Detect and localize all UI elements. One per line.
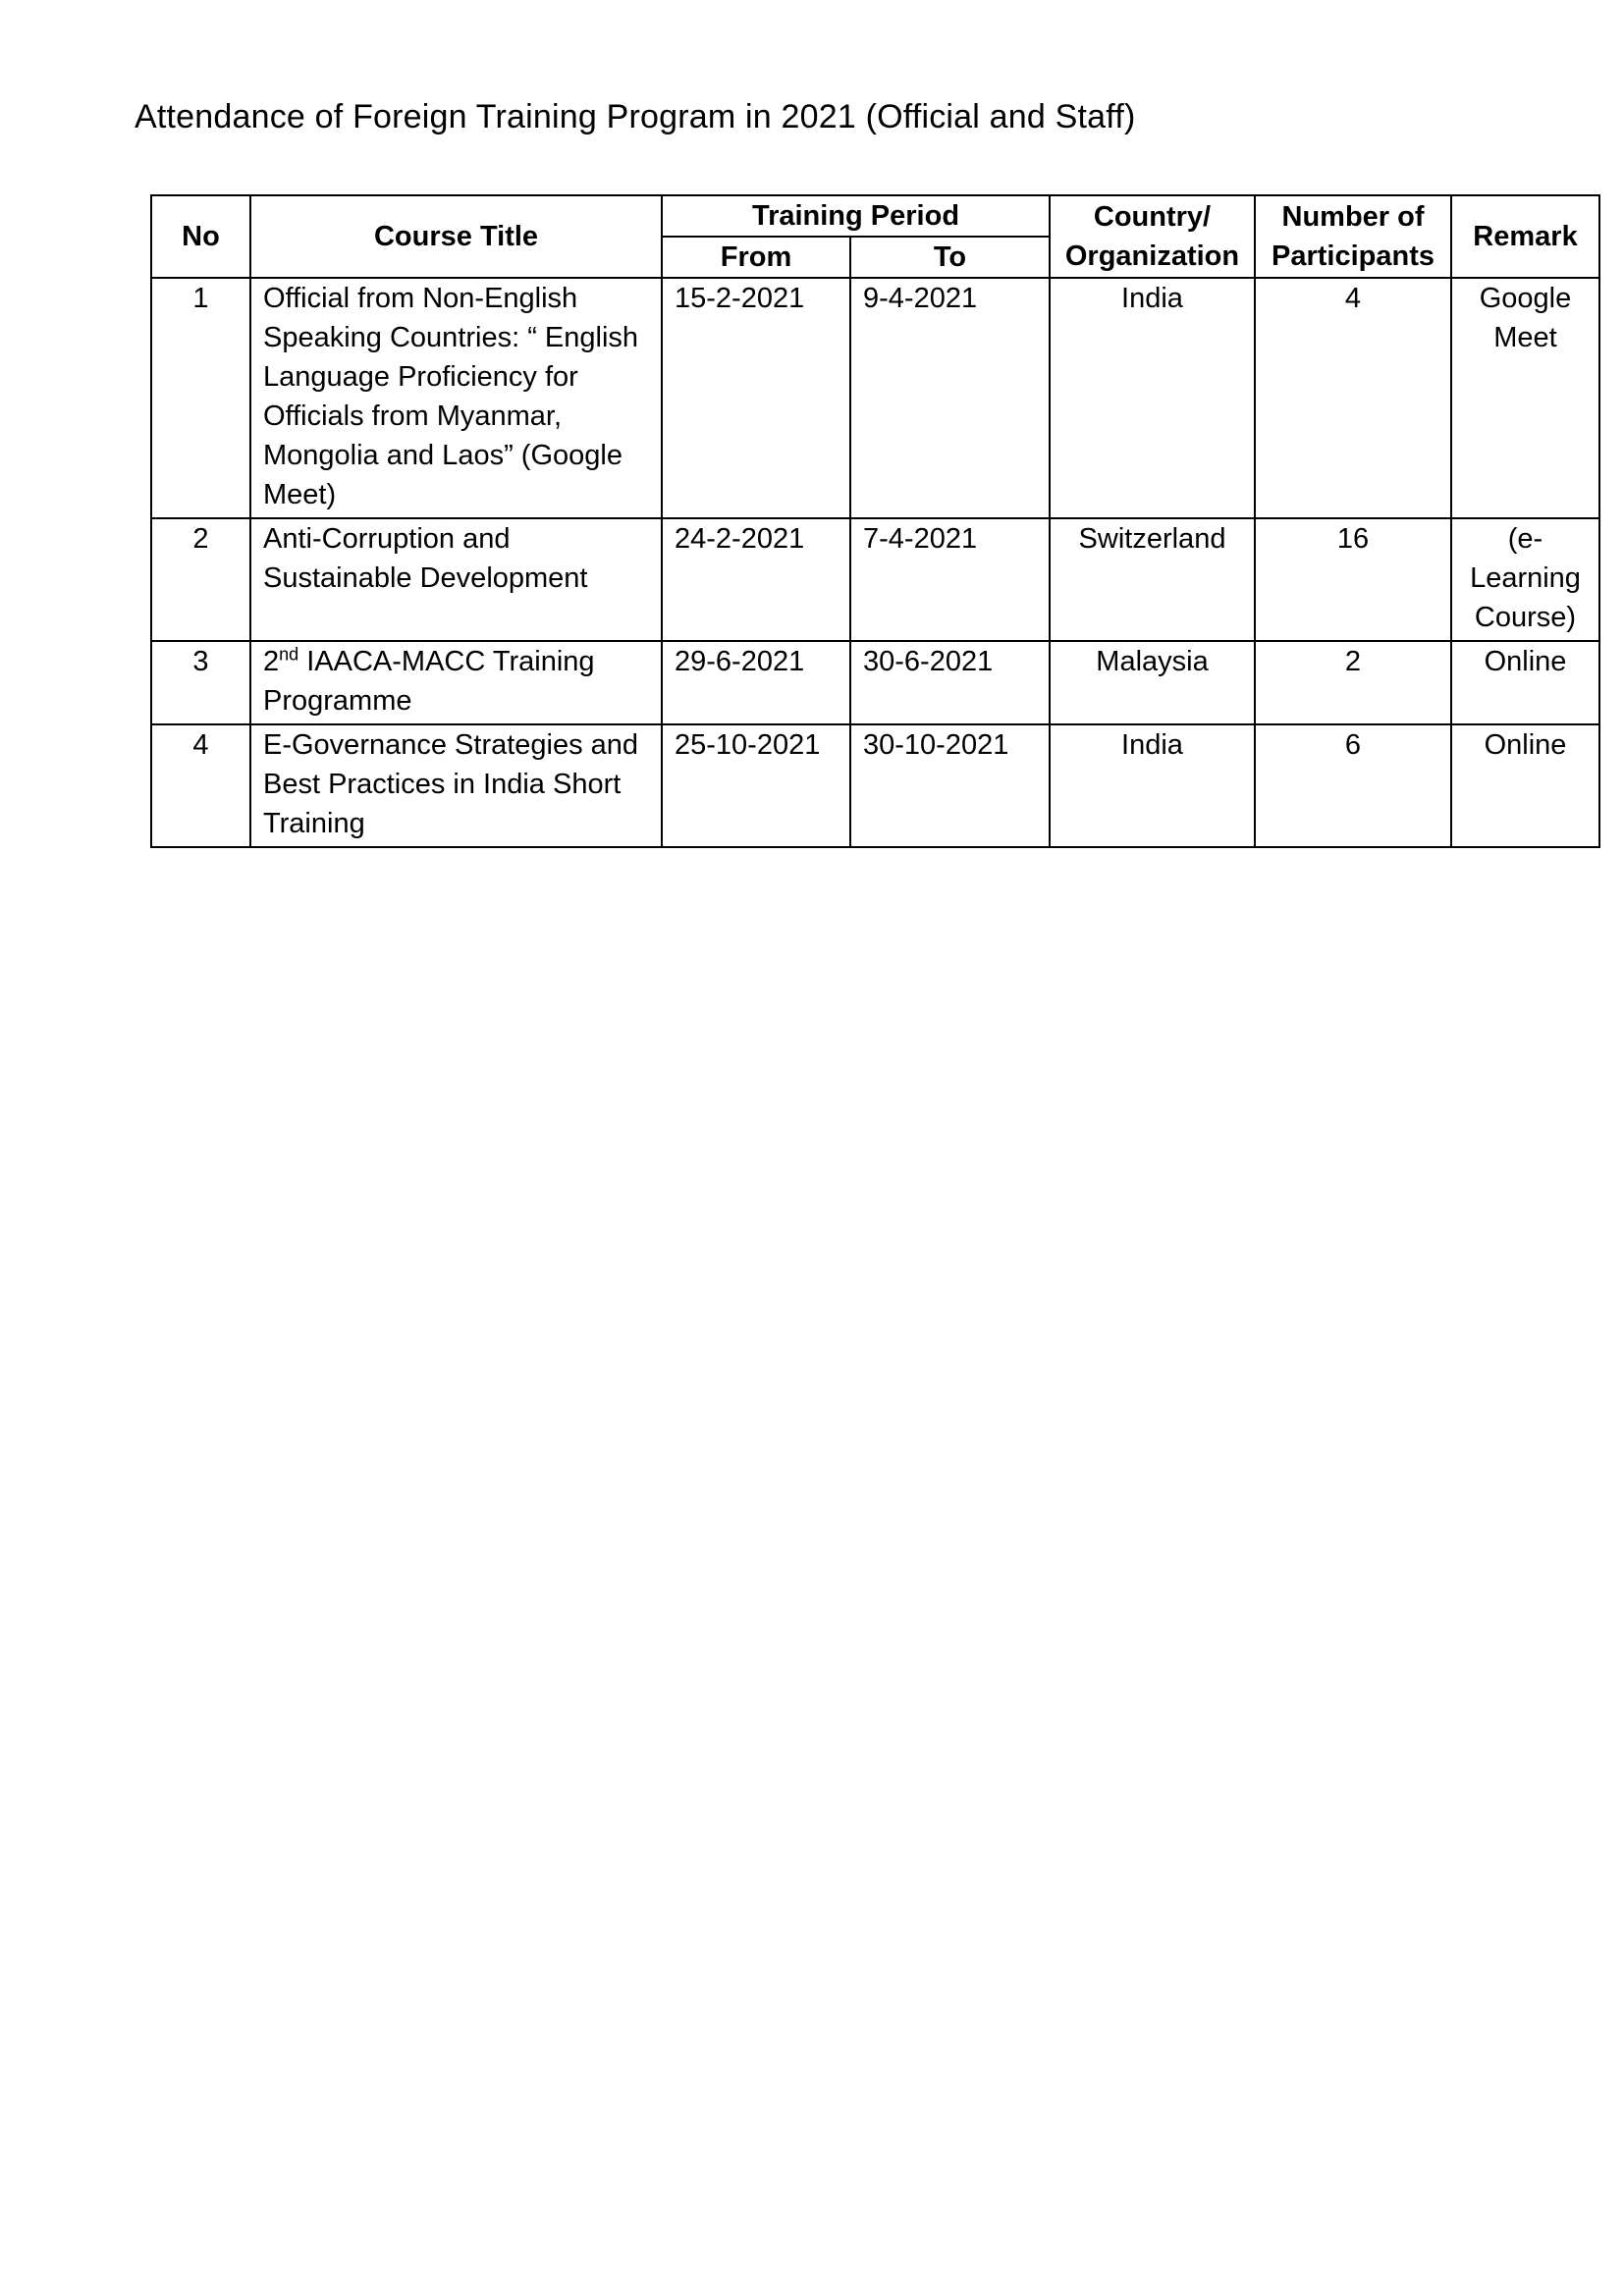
table-row — [151, 641, 1599, 724]
cell-country: Malaysia — [1050, 641, 1255, 724]
table-row — [151, 278, 1599, 518]
cell-to: 9-4-2021 — [850, 278, 1050, 518]
header-course-title: Course Title — [250, 195, 662, 278]
cell-to: 7-4-2021 — [850, 518, 1050, 641]
cell-remark: Online — [1451, 724, 1599, 847]
course-title-number: 2 — [263, 646, 280, 677]
cell-no: 1 — [151, 278, 250, 518]
cell-participants: 6 — [1255, 724, 1451, 847]
cell-course-title: Anti-Corruption and Sustainable Development — [250, 518, 662, 641]
header-remark: Remark — [1451, 195, 1599, 278]
course-title-ordinal-suffix: nd — [279, 644, 299, 665]
cell-country: India — [1050, 724, 1255, 847]
cell-course-title: E-Governance Strategies and Best Practices in India Short Training — [250, 724, 662, 847]
cell-country: Switzerland — [1050, 518, 1255, 641]
cell-remark: Online — [1451, 641, 1599, 724]
table-row — [151, 518, 1599, 641]
page-title: Attendance of Foreign Training Program in 2021 (Official and Staff) — [135, 98, 1136, 135]
table-row — [151, 724, 1599, 847]
cell-to: 30-6-2021 — [850, 641, 1050, 724]
cell-participants: 4 — [1255, 278, 1451, 518]
cell-course-title: Official from Non-English Speaking Countries: “ English Language Proficiency for Officials from Myanmar, Mongolia and Laos” (Google Meet) — [250, 278, 662, 518]
header-row — [151, 195, 1599, 237]
header-from: From — [662, 237, 850, 278]
cell-remark: (e-Learning Course) — [1451, 518, 1599, 641]
course-title-text: IAACA-MACC Training Programme — [263, 646, 595, 717]
training-table — [150, 194, 1600, 848]
header-country: Country/ Organization — [1050, 195, 1255, 278]
cell-course-title — [250, 641, 662, 724]
cell-from: 24-2-2021 — [662, 518, 850, 641]
header-to: To — [850, 237, 1050, 278]
cell-no: 4 — [151, 724, 250, 847]
cell-no: 2 — [151, 518, 250, 641]
cell-no: 3 — [151, 641, 250, 724]
header-participants: Number of Participants — [1255, 195, 1451, 278]
header-no: No — [151, 195, 250, 278]
cell-from: 25-10-2021 — [662, 724, 850, 847]
header-training-period: Training Period — [662, 195, 1050, 237]
cell-from: 29-6-2021 — [662, 641, 850, 724]
cell-remark: Google Meet — [1451, 278, 1599, 518]
cell-to: 30-10-2021 — [850, 724, 1050, 847]
cell-participants: 2 — [1255, 641, 1451, 724]
cell-from: 15-2-2021 — [662, 278, 850, 518]
cell-country: India — [1050, 278, 1255, 518]
cell-participants: 16 — [1255, 518, 1451, 641]
